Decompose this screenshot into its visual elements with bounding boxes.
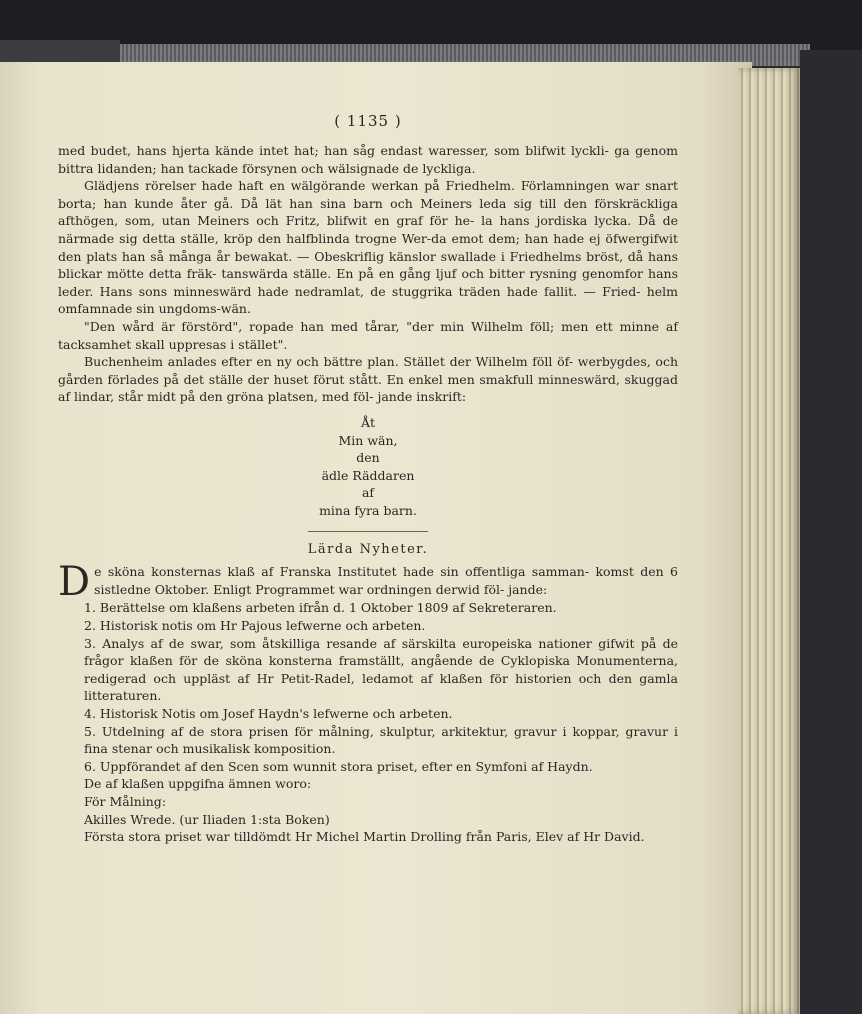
list-item: 3. Analys af de swar, som åtskilliga resande af särskilta europeiska nationer gifwit på de frågor klaßen för de sköna konsterna framställt, angående de Cyklopiska Monumenterna, redigerad och uppläst af Hr Petit-Radel, ledamot af klaßen för historien och den gamla litteraturen. — [84, 635, 678, 704]
inscription — [58, 414, 678, 520]
inscription-line: Min wän, — [338, 432, 398, 448]
paragraph-9: Första stora priset war tilldömdt Hr Michel Martin Drolling från Paris, Elev af Hr David. — [84, 829, 645, 845]
section-divider — [308, 531, 428, 532]
inscription-line: Åt — [360, 414, 376, 430]
inscription-line: af — [361, 485, 375, 501]
paragraph-5: e sköna konsternas klaß af Franska Institutet hade sin offentliga samman- komst den 6 sistledne Oktober. Enligt Programmet war ordningen derwid föl- jande: — [94, 564, 678, 598]
paragraph-4: Buchenheim anlades efter en ny och bättre plan. Stället der Wilhelm föll öf- werbygdes, och gården förlades på det ställe der huset förut stått. En enkel men smakfull minneswärd, skuggad af lindar, står midt på den gröna platsen, med föl- jande inskrift: — [58, 354, 678, 405]
inscription-line: ädle Räddaren — [321, 467, 415, 483]
section-heading: Lärda Nyheter. — [307, 542, 429, 558]
list-item: 5. Utdelning af de stora prisen för målning, skulptur, arkitektur, gravur i koppar, gravur i fina stenar och musikalisk komposition. — [84, 723, 678, 757]
paragraph-3: "Den wård är förstörd", ropade han med tårar, "der min Wilhelm föll; men ett minne af tacksamhet skall uppresas i stället". — [58, 318, 678, 352]
inscription-line: mina fyra barn. — [319, 502, 417, 518]
list-item: 4. Historisk Notis om Josef Haydn's lefwerne och arbeten. — [84, 706, 453, 722]
inscription-line: den — [356, 450, 380, 466]
page-edges — [738, 68, 800, 1014]
paragraph-7: För Målning: — [84, 794, 167, 809]
list-item: 6. Uppförandet af den Scen som wunnit stora priset, efter en Symfoni af Haydn. — [84, 758, 593, 774]
paragraph-1: med budet, hans hjerta kände intet hat; han såg endast waresser, som blifwit lyckli- ga genom bittra lidanden; han tackade försynen och wälsignade de lyckliga. — [58, 143, 678, 176]
background-right — [800, 50, 862, 1014]
list-item: 2. Historisk notis om Hr Pajous lefwerne och arbeten. — [84, 618, 426, 634]
paragraph-2: Glädjens rörelser hade haft en wälgörande werkan på Friedhelm. Förlamningen war snart borta; han kunde åter gå. Då lät han sina barn och Meiners leda sig till den förskräckliga afthögen, som, utan Meiners och Fritz, blifwit en graf för he- la hans jordiska lycka. Då de närmade sig detta ställe, kröp den halfblinda trogne Wer-da emot dem; han hade ej öfwergifwit den plats han så många år bewakat. — Obeskriflig känslor swallade i Friedhelms bröst, då hans blickar mötte detta fräk- tanswärda ställe. En på en gång ljuf och bitter rysning genomfor hans leder. Hans sons minneswärd hade nedramlat, de stuggrika träden hade fallit. — Fried- helm omfamnade sin ungdoms-wän. — [58, 178, 678, 317]
page-number: ( 1135 ) — [334, 112, 402, 130]
drop-cap: D — [58, 559, 91, 606]
paragraph-6: De af klaßen uppgifna ämnen woro: — [84, 776, 312, 792]
page-text — [58, 112, 678, 846]
paragraph-8: Akilles Wrede. (ur Iliaden 1:sta Boken) — [84, 811, 330, 827]
list-item: 1. Berättelse om klaßens arbeten ifrån d. 1 Oktober 1809 af Sekreteraren. — [84, 600, 557, 616]
